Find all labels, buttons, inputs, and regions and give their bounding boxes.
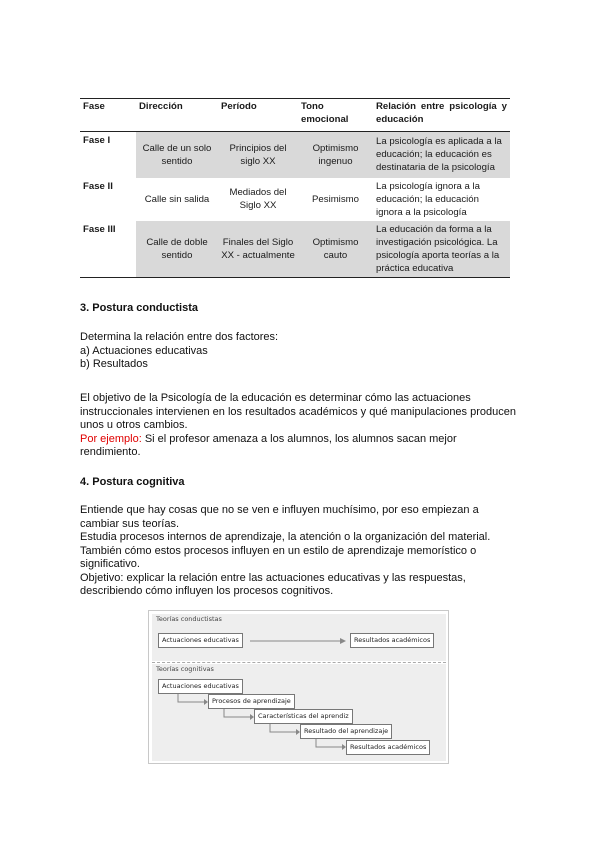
step-box: Características del aprendiz: [254, 709, 353, 724]
example-text: Si el profesor amenaza a los alumnos, los alumnos sacan mejor rendimiento.: [80, 432, 457, 458]
step-box: Procesos de aprendizaje: [208, 694, 295, 709]
cell-relacion: La psicología es aplicada a la educación; la educación es destinataria de la psicología: [373, 132, 510, 178]
cell-periodo: Mediados del Siglo XX: [229, 187, 287, 211]
cognitive-title: Teorías cognitivas: [156, 665, 214, 673]
table-row: [80, 178, 510, 221]
section-4-line-1: Entiende que hay cosas que no se ven e influyen muchísimo, por eso empiezan a cambiar sus teorías.: [80, 504, 479, 530]
cell-fase: Fase II: [83, 180, 113, 192]
header-periodo: Período: [221, 101, 257, 112]
section-3-heading: 3. Postura conductista: [80, 302, 198, 314]
step-box: Resultado del aprendizaje: [300, 724, 392, 739]
section-4: [80, 476, 520, 490]
diagram-divider: [152, 662, 446, 663]
cell-periodo: Principios del siglo XX: [218, 132, 298, 178]
list-item-b: b) Resultados: [80, 358, 148, 370]
cell-tono: Optimismo ingenuo: [298, 132, 373, 178]
section-4-line-3: También cómo estos procesos influyen en un estilo de aprendizaje memorístico o significativo.: [80, 544, 477, 570]
conductist-panel: [152, 614, 446, 661]
example-label: Por ejemplo:: [80, 432, 142, 445]
cell-direccion: Calle de un solo sentido: [136, 132, 218, 178]
cell-tono: Optimismo cauto: [298, 221, 373, 278]
table-row: [80, 221, 510, 278]
table-row: [80, 132, 510, 178]
arrow-right-icon: [250, 636, 346, 646]
step-box: Actuaciones educativas: [158, 679, 243, 694]
section-4-line-4: Objetivo: explicar la relación entre las actuaciones educativas y las respuestas, describiendo cómo influyen los procesos cognitivos.: [80, 571, 466, 597]
section-3-intro: Determina la relación entre dos factores:: [80, 331, 279, 343]
top-resultados-box: Resultados académicos: [350, 633, 434, 648]
section-3: [80, 302, 520, 316]
section-4-line-2: Estudia procesos internos de aprendizaje, la atención o la organización del material.: [80, 531, 491, 543]
cell-direccion: Calle de doble sentido: [136, 221, 218, 278]
section-3-paragraph: El objetivo de la Psicología de la educación es determinar cómo las actuaciones instruccionales intervienen en los resultados académicos y qué manipulaciones producen unos u otros cambios.: [80, 392, 516, 431]
section-3-body: [80, 392, 520, 460]
cell-fase: Fase I: [83, 135, 111, 146]
conductist-title: Teorías conductistas: [156, 615, 222, 623]
header-fase: Fase: [83, 101, 105, 112]
cell-relacion: La educación da forma a la investigación psicológica. La psicología aporta teorías a la práctica educativa: [373, 221, 510, 278]
header-direccion: Dirección: [139, 101, 183, 112]
list-item-a: a) Actuaciones educativas: [80, 344, 208, 357]
section-3-list: [80, 331, 520, 372]
cell-fase: Fase III: [83, 223, 116, 235]
theories-diagram: [148, 610, 449, 764]
table-header-row: [80, 99, 510, 132]
step-box: Resultados académicos: [346, 740, 430, 755]
header-relacion: Relación entre psicología y educación: [376, 101, 507, 125]
cell-periodo: Finales del Siglo XX - actualmente: [218, 221, 298, 278]
cell-relacion: La psicología ignora a la educación; la educación ignora a la psicología: [376, 180, 481, 218]
cell-direccion: Calle sin salida: [144, 193, 210, 205]
section-3-example: [80, 433, 520, 460]
section-4-heading: 4. Postura cognitiva: [80, 476, 185, 488]
top-actuaciones-box: Actuaciones educativas: [158, 633, 243, 648]
cell-tono: Pesimismo: [312, 193, 359, 205]
phases-table: [80, 98, 510, 278]
header-tono: Tono emocional: [301, 101, 349, 125]
section-4-body: [80, 504, 520, 599]
cognitive-panel: [152, 664, 446, 761]
